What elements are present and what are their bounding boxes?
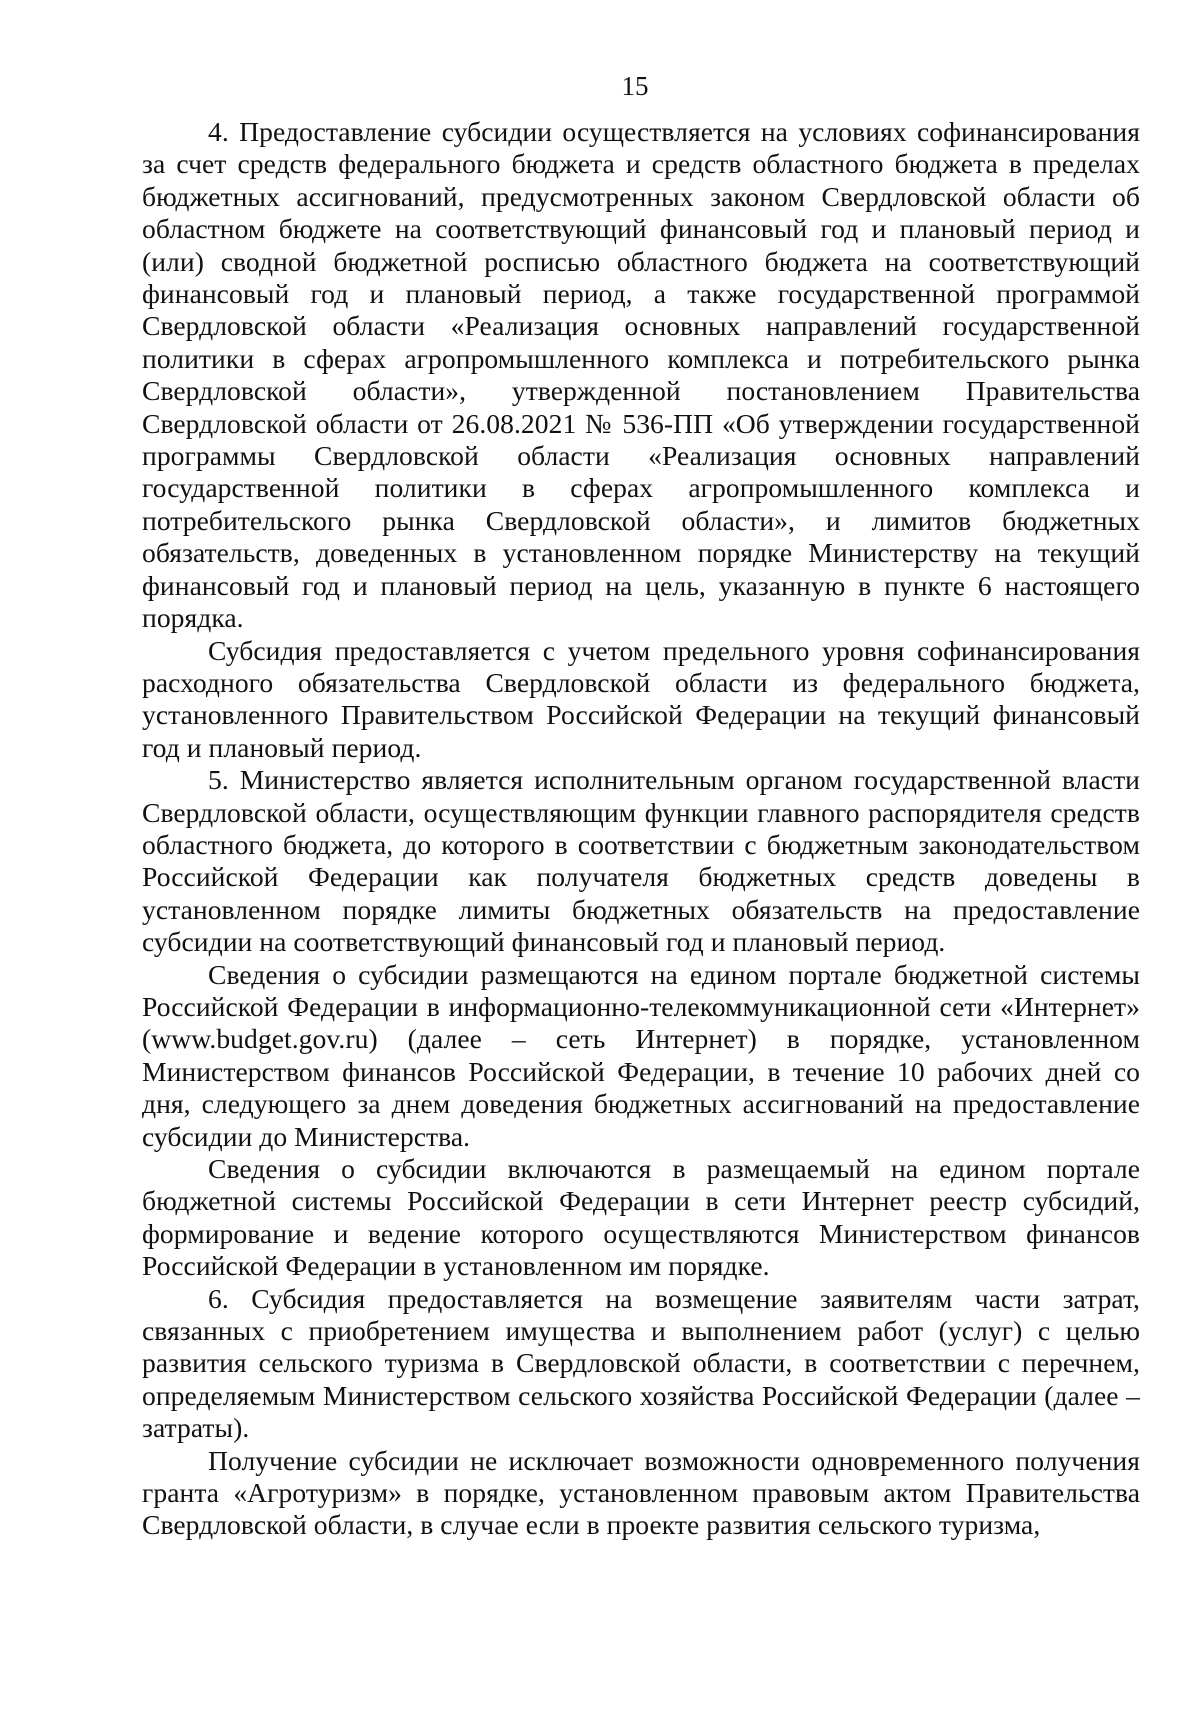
paragraph-cofinancing-limit: Субсидия предоставляется с учетом предельного уровня софинансирования расходного обязательства Свердловской области из федерального бюджета, установленного Правительством Российской Федерации на текущий финансовый год и плановый период.	[142, 634, 1140, 763]
paragraph-4-cofinancing: 4. Предоставление субсидии осуществляется на условиях софинансирования за счет средств федерального бюджета и средств областного бюджета в пределах бюджетных ассигнований, предусмотренных законом Свердловской области об областном бюджете на соответствующий финансовый год и плановый период и (или) сводной бюджетной росписью областного бюджета на соответствующий финансовый год и плановый период, а также государственной программой Свердловской области «Реализация основных направлений государственной политики в сферах агропромышленного комплекса и потребительского рынка Свердловской области», утвержденной постановлением Правительства Свердловской области от 26.08.2021 № 536-ПП «Об утверждении государственной программы Свердловской области «Реализация основных направлений государственной политики в сферах агропромышленного комплекса и потребительского рынка Свердловской области», и лимитов бюджетных обязательств, доведенных в установленном порядке Министерству на текущий финансовый год и плановый период на цель, указанную в пункте 6 настоящего порядка.	[142, 116, 1140, 634]
paragraph-6-purpose: 6. Субсидия предоставляется на возмещение заявителям части затрат, связанных с приобретением имущества и выполнением работ (услуг) с целью развития сельского туризма в Свердловской области, в соответствии с перечнем, определяемым Министерством сельского хозяйства Российской Федерации (далее – затраты).	[142, 1282, 1140, 1444]
page-number: 15	[621, 71, 649, 101]
paragraph-portal-publication: Сведения о субсидии размещаются на едином портале бюджетной системы Российской Федерации в информационно-телекоммуникационной сети «Интернет» (www.budget.gov.ru) (далее – сеть Интернет) в порядке, установленном Министерством финансов Российской Федерации, в течение 10 рабочих дней со дня, следующего за днем доведения бюджетных ассигнований на предоставление субсидии до Министерства.	[142, 958, 1140, 1152]
document-body	[142, 116, 1140, 1542]
paragraph-subsidy-registry: Сведения о субсидии включаются в размещаемый на едином портале бюджетной системы Российской Федерации в сети Интернет реестр субсидий, формирование и ведение которого осуществляются Министерством финансов Российской Федерации в установленном им порядке.	[142, 1153, 1140, 1282]
paragraph-5-ministry: 5. Министерство является исполнительным органом государственной власти Свердловской области, осуществляющим функции главного распорядителя средств областного бюджета, до которого в соответствии с бюджетным законодательством Российской Федерации как получателя бюджетных средств доведены в установленном порядке лимиты бюджетных обязательств на предоставление субсидии на соответствующий финансовый год и плановый период.	[142, 764, 1140, 958]
paragraph-agrotourism-grant: Получение субсидии не исключает возможности одновременного получения гранта «Агротуризм» в порядке, установленном правовым актом Правительства Свердловской области, в случае если в проекте развития сельского туризма,	[142, 1444, 1140, 1541]
